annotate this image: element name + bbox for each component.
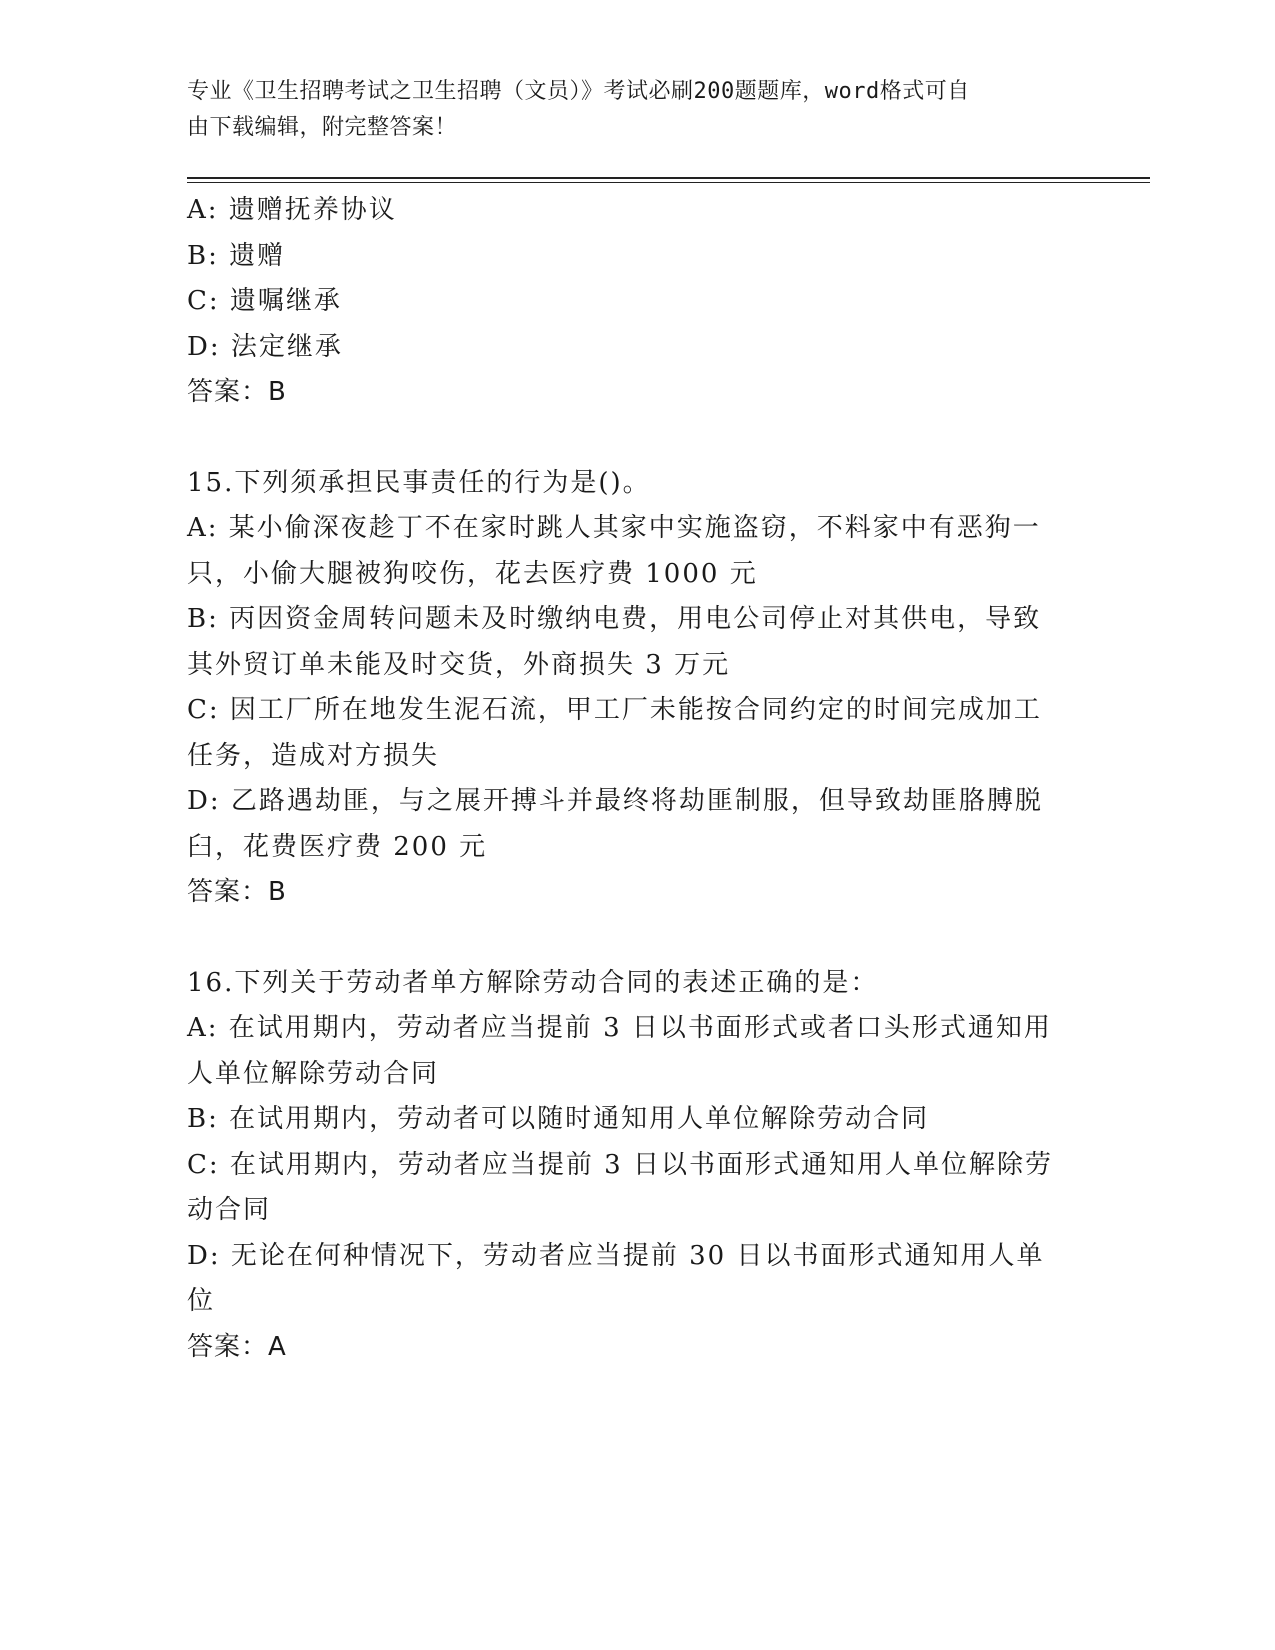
option-d-line-1: D: 乙路遇劫匪，与之展开搏斗并最终将劫匪制服，但导致劫匪胳膊脱 [187, 786, 1043, 816]
option-b-line-1: B: 丙因资金周转问题未及时缴纳电费，用电公司停止对其供电，导致 [187, 604, 1042, 634]
spacer [187, 416, 1087, 461]
option-c-line-1: C: 在试用期内，劳动者应当提前 3 日以书面形式通知用人单位解除劳 [187, 1149, 1053, 1180]
option-c: C: 遗嘱继承 [187, 286, 342, 316]
question-14-options [187, 188, 1087, 416]
option-a-line-2: 只，小偷大腿被狗咬伤，花去医疗费 1000 元 [187, 558, 758, 589]
option-b-line-2: 其外贸订单未能及时交货，外商损失 3 万元 [187, 649, 731, 680]
question-15 [187, 461, 1087, 916]
header-divider [187, 177, 1150, 183]
option-b-line-1: B: 在试用期内，劳动者可以随时通知用人单位解除劳动合同 [187, 1104, 930, 1134]
question-stem: 15.下列须承担民事责任的行为是()。 [187, 467, 651, 498]
option-d-line-1: D: 无论在何种情况下，劳动者应当提前 30 日以书面形式通知用人单 [187, 1240, 1045, 1271]
answer: 答案：A [187, 1331, 287, 1362]
option-a-line-1: A: 在试用期内，劳动者应当提前 3 日以书面形式或者口头形式通知用 [187, 1013, 1052, 1043]
question-stem: 16.下列关于劳动者单方解除劳动合同的表述正确的是： [187, 967, 879, 998]
option-d-line-2: 位 [187, 1286, 216, 1316]
option-a-line-1: A: 某小偷深夜趁丁不在家时跳人其家中实施盗窃，不料家中有恶狗一 [187, 513, 1041, 543]
option-a: A: 遗赠抚养协议 [187, 195, 397, 225]
option-b: B: 遗赠 [187, 240, 286, 271]
option-d: D: 法定继承 [187, 331, 343, 362]
spacer [187, 916, 1087, 961]
option-c-line-2: 动合同 [187, 1195, 272, 1225]
header-line-2: 由下载编辑，附完整答案！ [187, 115, 458, 140]
answer: 答案：B [187, 377, 287, 407]
answer: 答案：B [187, 877, 287, 907]
option-c-line-1: C: 因工厂所在地发生泥石流，甲工厂未能按合同约定的时间完成加工 [187, 695, 1042, 725]
header-line-1: 专业《卫生招聘考试之卫生招聘（文员）》考试必刷200题题库，word格式可自 [187, 79, 970, 104]
question-content [187, 188, 1087, 1370]
question-16 [187, 961, 1087, 1371]
document-header [187, 74, 1087, 146]
option-c-line-2: 任务，造成对方损失 [187, 740, 440, 771]
option-a-line-2: 人单位解除劳动合同 [187, 1058, 440, 1089]
option-d-line-2: 臼，花费医疗费 200 元 [187, 831, 488, 862]
